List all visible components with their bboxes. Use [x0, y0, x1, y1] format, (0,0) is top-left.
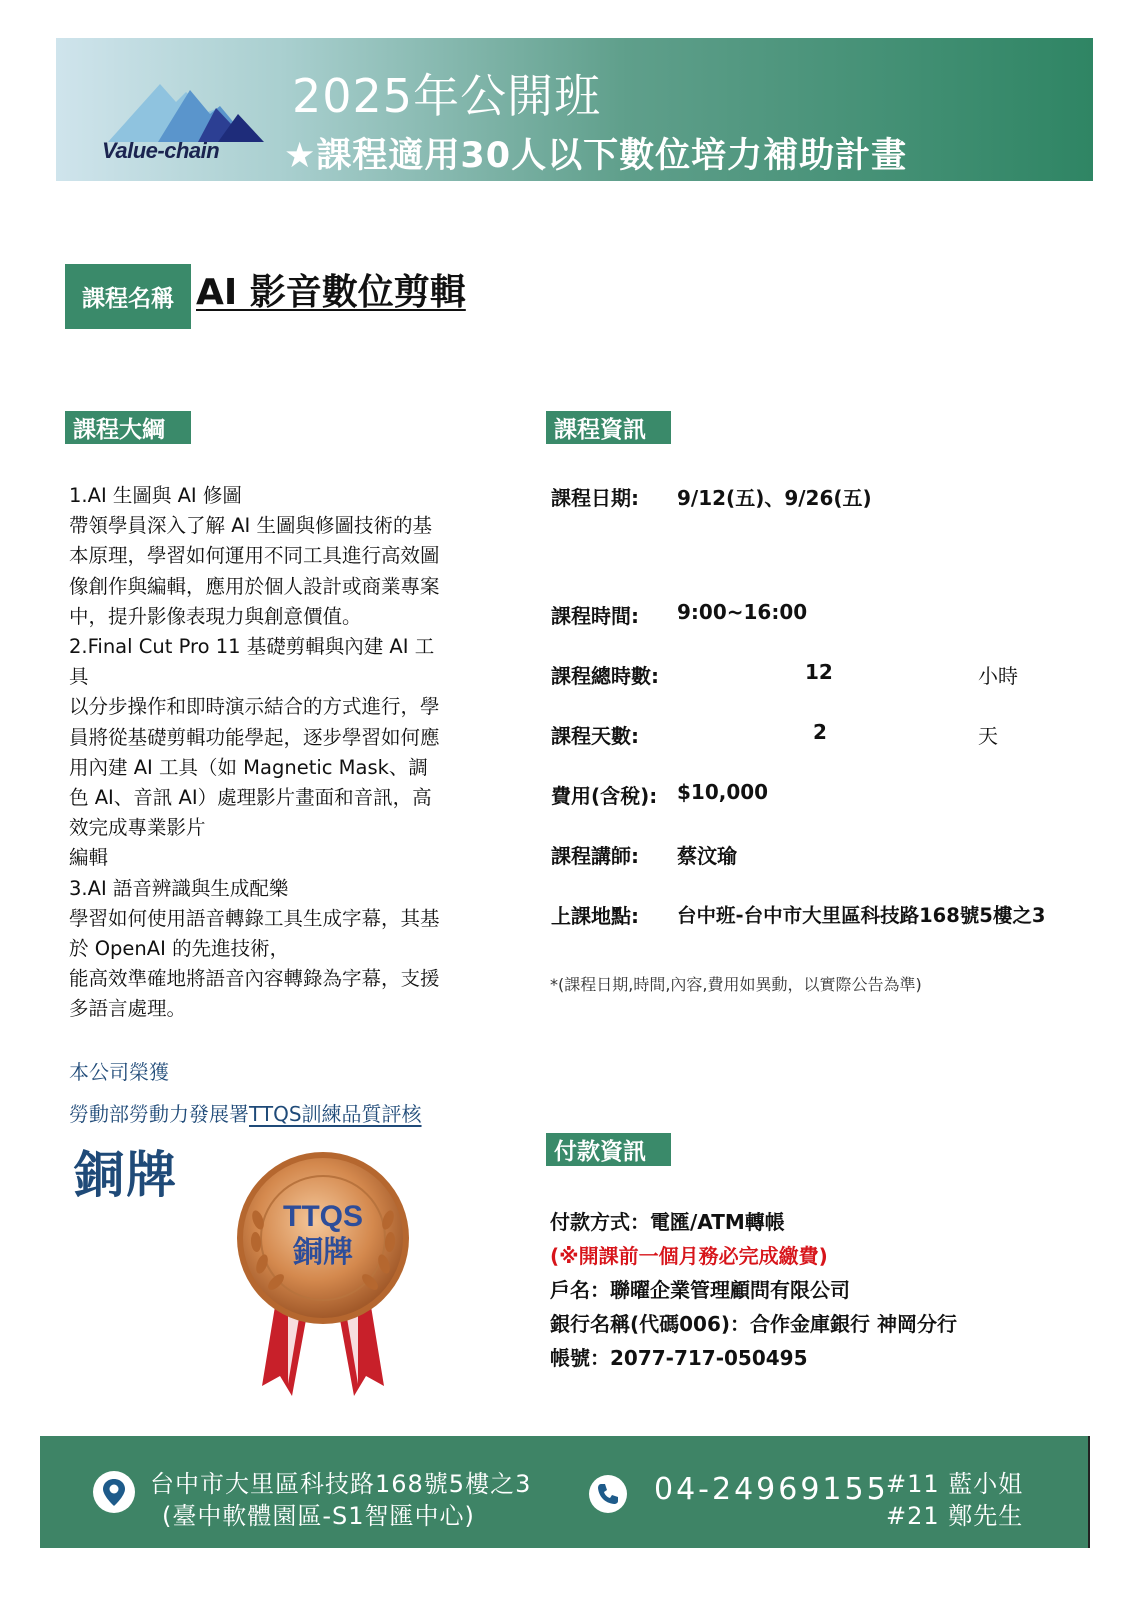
- time-label: 課程時間:: [551, 604, 639, 628]
- outline-section-tag: 課程大綱: [65, 411, 191, 444]
- outline-line: 具: [69, 665, 89, 689]
- hours-unit: 小時: [978, 664, 1018, 688]
- outline-line: 以分步操作和即時演示結合的方式進行，學: [69, 695, 440, 719]
- medal-line1: TTQS: [283, 1200, 363, 1233]
- outline-line: 能高效準確地將語音內容轉錄為字幕，支援: [69, 967, 440, 991]
- outline-line: 色 AI、音訊 AI）處理影片畫面和音訊，高: [69, 786, 432, 810]
- outline-line: 像創作與編輯，應用於個人設計或商業專案: [69, 574, 440, 598]
- outline-line: 本原理，學習如何運用不同工具進行高效圖: [69, 544, 440, 568]
- fee-label: 費用(含稅):: [551, 784, 658, 808]
- payment-method: 付款方式：電匯/ATM轉帳: [550, 1210, 785, 1234]
- outline-line: 編輯: [69, 846, 109, 870]
- award-grade: 銅牌: [74, 1146, 178, 1204]
- course-name: AI 影音數位剪輯: [196, 272, 466, 313]
- info-note: *(課程日期,時間,內容,費用如異動，以實際公告為準): [550, 975, 922, 994]
- outline-line: 1.AI 生圖與 AI 修圖: [69, 484, 242, 507]
- hours-label: 課程總時數:: [551, 664, 659, 688]
- phone-icon: [588, 1474, 628, 1514]
- course-outline: [69, 481, 517, 1025]
- medal-line2: 銅牌: [293, 1235, 353, 1270]
- teacher-value: 蔡汶瑜: [677, 844, 737, 868]
- contact-footer: [40, 1436, 1090, 1548]
- footer-address: 台中市大里區科技路168號5樓之3: [150, 1470, 532, 1498]
- footer-address-note: (臺中軟體園區-S1智匯中心): [162, 1502, 475, 1530]
- outline-line: 效完成專業影片: [69, 816, 206, 840]
- header-banner: [56, 38, 1093, 181]
- logo-text: Value-chain: [102, 138, 220, 163]
- outline-line: 員將從基礎剪輯功能學起，逐步學習如何應: [69, 725, 440, 749]
- days-value: 2: [813, 720, 827, 744]
- outline-line: 用內建 AI 工具（如 Magnetic Mask、調: [69, 755, 428, 779]
- course-name-tag: 課程名稱: [65, 264, 191, 329]
- days-unit: 天: [978, 724, 998, 748]
- bronze-medal-icon: [232, 1148, 414, 1408]
- payment-section-tag: 付款資訊: [546, 1133, 671, 1166]
- fee-value: $10,000: [677, 780, 769, 804]
- account-name: 戶名：聯曜企業管理顧問有限公司: [550, 1278, 850, 1302]
- banner-title: 2025年公開班: [292, 69, 602, 123]
- outline-line: 學習如何使用語音轉錄工具生成字幕，其基: [69, 906, 440, 930]
- date-value: 9/12(五)、9/26(五): [677, 486, 872, 510]
- location-label: 上課地點:: [551, 904, 639, 928]
- footer-extension-1: #11 藍小姐: [886, 1470, 1024, 1498]
- bank-name: 銀行名稱(代碼006)：合作金庫銀行 神岡分行: [550, 1312, 957, 1336]
- banner-subtitle: ★課程適用30人以下數位培力補助計畫: [284, 136, 908, 176]
- award-org-prefix: 勞動部勞動力發展署: [69, 1102, 249, 1126]
- outline-line: 2.Final Cut Pro 11 基礎剪輯與內建 AI 工: [69, 635, 435, 659]
- outline-line: 多語言處理。: [69, 997, 187, 1021]
- location-pin-icon: [92, 1470, 136, 1514]
- footer-extension-2: #21 鄭先生: [886, 1502, 1024, 1530]
- days-label: 課程天數:: [551, 724, 639, 748]
- outline-line: 於 OpenAI 的先進技術，: [69, 937, 290, 961]
- location-value: 台中班-台中市大里區科技路168號5樓之3: [677, 904, 1046, 927]
- outline-line: 中，提升影像表現力與創意價值。: [69, 604, 362, 628]
- award-org: [69, 1098, 422, 1127]
- hours-value: 12: [805, 660, 833, 684]
- teacher-label: 課程講師:: [551, 844, 639, 868]
- info-section-tag: 課程資訊: [546, 411, 671, 444]
- account-number: 帳號：2077-717-050495: [550, 1346, 808, 1370]
- outline-line: 帶領學員深入了解 AI 生圖與修圖技術的基: [69, 514, 432, 538]
- award-ttqs-link[interactable]: TTQS訓練品質評核: [249, 1102, 422, 1126]
- award-intro: 本公司榮獲: [69, 1060, 169, 1084]
- footer-phone[interactable]: 04-24969155: [654, 1472, 889, 1507]
- date-label: 課程日期:: [551, 486, 639, 510]
- time-value: 9:00~16:00: [677, 600, 808, 624]
- outline-line: 3.AI 語音辨識與生成配樂: [69, 876, 289, 900]
- payment-warning: (※開課前一個月務必完成繳費): [550, 1244, 828, 1268]
